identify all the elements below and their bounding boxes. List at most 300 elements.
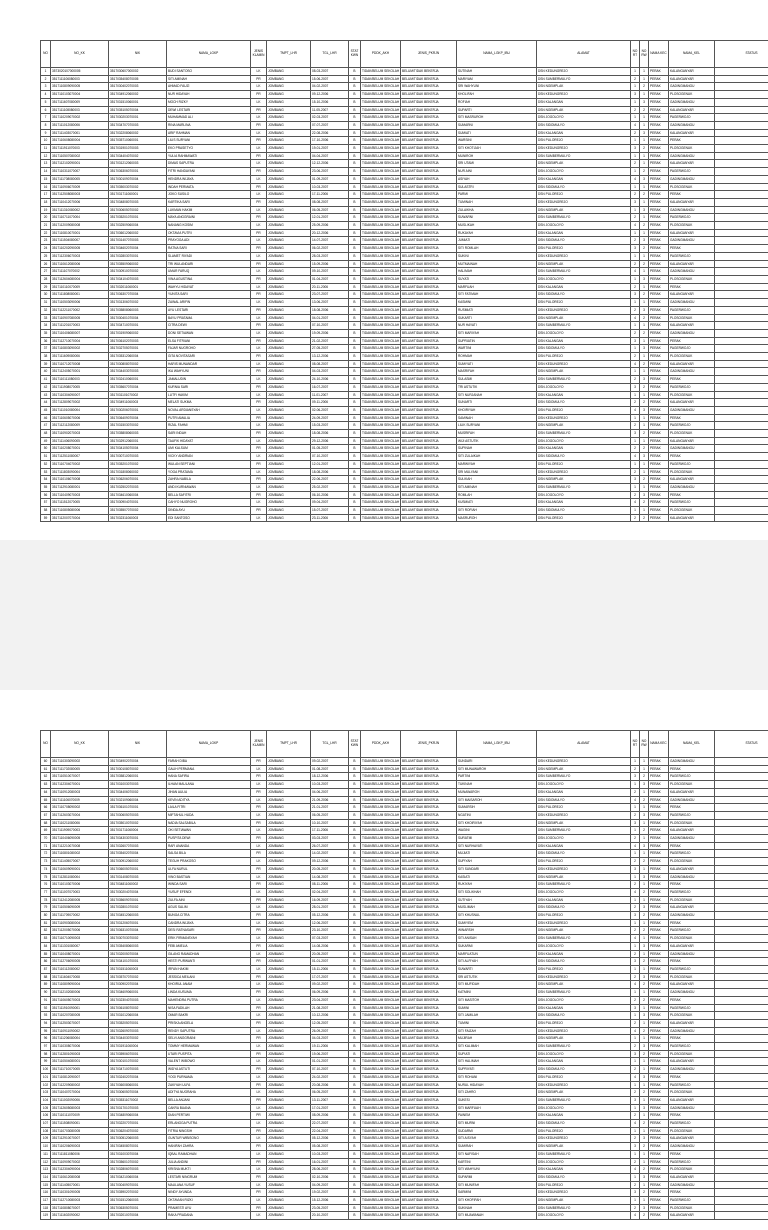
table-cell: DSN SUMBERMULYO xyxy=(537,214,631,222)
table-cell: PAGERWOJO xyxy=(669,114,715,122)
table-cell: MUSLIMAH xyxy=(457,904,537,912)
table-cell: 3517034105070004 xyxy=(109,445,167,453)
table-cell: 1 xyxy=(640,468,649,476)
table-cell: TIDAK/BELUM SEKOLAH xyxy=(361,491,401,499)
table-cell: PERAK xyxy=(649,788,669,796)
table-cell xyxy=(715,835,768,843)
table-row xyxy=(41,391,768,399)
table-cell: PERAK xyxy=(669,1112,715,1120)
table-cell: 3517034707070003 xyxy=(109,121,167,129)
table-cell: PERAK xyxy=(649,83,669,91)
table-cell: PR xyxy=(251,91,267,99)
table-cell xyxy=(715,1027,768,1035)
table-row xyxy=(41,191,768,199)
table-cell: 3517032607070003 xyxy=(109,842,167,850)
table-cell: B xyxy=(349,306,361,314)
table-cell: SITI ZULAIKAH xyxy=(457,453,537,461)
table-cell: 35 xyxy=(41,329,51,337)
table-cell: 13 xyxy=(41,160,51,168)
table-cell: SITI ZAHRO xyxy=(457,1089,537,1097)
table-cell: BELUM/TIDAK BEKERJA xyxy=(401,1035,457,1043)
table-cell: SARMINI xyxy=(457,1189,537,1197)
table-cell: PR xyxy=(251,1019,267,1027)
table-cell: 28-06-2007 xyxy=(311,1166,349,1174)
table-cell: LK xyxy=(251,237,267,245)
table-cell: JOMBANG xyxy=(267,306,311,314)
table-cell: B xyxy=(349,773,361,781)
table-cell: SITI MARFUAH xyxy=(457,1104,537,1112)
table-cell: 2 xyxy=(631,1204,640,1212)
table-row xyxy=(41,1096,768,1104)
table-cell: PR xyxy=(251,927,267,935)
table-cell: KALANGANYAR xyxy=(669,360,715,368)
table-cell xyxy=(715,989,768,997)
table-cell: PERAK xyxy=(669,137,715,145)
column-header: ALAMAT xyxy=(537,41,631,68)
table-cell: 3517110712070008 xyxy=(51,360,109,368)
table-cell: 2 xyxy=(631,445,640,453)
table-cell: 3517031808060002 xyxy=(109,468,167,476)
table-cell: BELUM/TIDAK BEKERJA xyxy=(401,383,457,391)
table-cell: 04-02-2007 xyxy=(311,83,349,91)
table-cell: SUPARTI xyxy=(457,106,537,114)
table-cell: 51 xyxy=(41,453,51,461)
table-cell: 3517030206070001 xyxy=(109,406,167,414)
table-cell: PERAK xyxy=(649,453,669,461)
table-cell: PARTINI xyxy=(457,773,537,781)
table-cell: 1 xyxy=(640,950,649,958)
table-cell: TIDAK/BELUM SEKOLAH xyxy=(361,68,401,76)
table-cell: TIDAK/BELUM SEKOLAH xyxy=(361,1166,401,1174)
table-cell: DSN KEDUNGREJO xyxy=(537,1135,631,1143)
table-cell: BELUM/TIDAK BEKERJA xyxy=(401,299,457,307)
table-cell: JOMBANG xyxy=(267,1112,311,1120)
table-cell: B xyxy=(349,1143,361,1151)
table-cell: 01-08-2007 xyxy=(311,765,349,773)
table-cell: 3 xyxy=(631,1189,640,1197)
table-cell: BELUM/TIDAK BEKERJA xyxy=(401,499,457,507)
table-cell: TIDAK/BELUM SEKOLAH xyxy=(361,322,401,330)
table-cell: JOMBANG xyxy=(267,896,311,904)
table-cell xyxy=(715,468,768,476)
table-cell: B xyxy=(349,1019,361,1027)
table-cell: 3517110504080001 xyxy=(51,1058,109,1066)
table-cell: 3 xyxy=(631,430,640,438)
table-cell: 2 xyxy=(640,260,649,268)
table-cell: B xyxy=(349,75,361,83)
table-cell: B xyxy=(349,283,361,291)
table-cell: MOCH RIZKY xyxy=(167,98,251,106)
table-cell xyxy=(715,773,768,781)
table-cell: 14 xyxy=(41,168,51,176)
table-cell: TIDAK/BELUM SEKOLAH xyxy=(361,788,401,796)
table-cell: LK xyxy=(251,160,267,168)
table-cell: 2 xyxy=(640,1120,649,1128)
table-cell: TIDAK/BELUM SEKOLAH xyxy=(361,1058,401,1066)
table-cell: PERAK xyxy=(649,468,669,476)
table-cell: 3517110612080008 xyxy=(51,1173,109,1181)
table-cell xyxy=(715,168,768,176)
table-row xyxy=(41,1019,768,1027)
table-cell: MARFUATUN xyxy=(457,950,537,958)
table-cell: 67 xyxy=(41,811,51,819)
table-row xyxy=(41,1066,768,1074)
table-cell: PERAK xyxy=(649,175,669,183)
table-row xyxy=(41,360,768,368)
table-cell: 3517111909070003 xyxy=(51,827,109,835)
table-cell xyxy=(715,896,768,904)
table-cell: TIDAK/BELUM SEKOLAH xyxy=(361,391,401,399)
table-cell: 43 xyxy=(41,391,51,399)
table-cell: ZAHRA NABILA xyxy=(167,476,251,484)
table-cell: 2 xyxy=(640,958,649,966)
table-cell xyxy=(715,476,768,484)
table-cell: 2 xyxy=(640,329,649,337)
table-cell: BELUM/TIDAK BEKERJA xyxy=(401,758,457,766)
table-cell: LK xyxy=(251,453,267,461)
table-cell: TIDAK/BELUM SEKOLAH xyxy=(361,137,401,145)
table-cell: SUKARMI xyxy=(457,942,537,950)
table-row xyxy=(41,1104,768,1112)
table-cell: JOMBANG xyxy=(267,981,311,989)
table-cell: 2 xyxy=(631,283,640,291)
table-cell: JOMBANG xyxy=(267,129,311,137)
table-cell: PAGERWOJO xyxy=(669,965,715,973)
table-cell: 98 xyxy=(41,1050,51,1058)
table-cell: BELUM/TIDAK BEKERJA xyxy=(401,306,457,314)
table-row xyxy=(41,865,768,873)
table-cell xyxy=(715,252,768,260)
table-cell: BELUM/TIDAK BEKERJA xyxy=(401,160,457,168)
table-cell: PAGERWOJO xyxy=(669,1081,715,1089)
table-cell: JOMBANG xyxy=(267,1173,311,1181)
table-cell: 3517110207080005 xyxy=(51,1012,109,1020)
table-cell: 20-05-2007 xyxy=(311,865,349,873)
table-cell: PLOSOGENUK xyxy=(669,145,715,153)
table-cell: SUWARTI xyxy=(457,965,537,973)
table-cell: 2 xyxy=(640,1050,649,1058)
table-cell: B xyxy=(349,842,361,850)
table-cell: PR xyxy=(251,1143,267,1151)
table-row xyxy=(41,75,768,83)
table-cell: 3517110407070004 xyxy=(51,1089,109,1097)
table-cell: 16-09-2007 xyxy=(311,896,349,904)
table-cell: PERAK xyxy=(649,268,669,276)
table-cell: 02-10-2006 xyxy=(311,1173,349,1181)
table-cell: PERAK xyxy=(649,391,669,399)
table-cell: TIDAK/BELUM SEKOLAH xyxy=(361,237,401,245)
table-cell: PLOSOGENUK xyxy=(669,1127,715,1135)
table-cell: B xyxy=(349,252,361,260)
table-cell: 3517110409070003 xyxy=(51,491,109,499)
table-cell: 3517110903080004 xyxy=(51,919,109,927)
table-cell: JOMBANG xyxy=(267,283,311,291)
table-cell: BELUM/TIDAK BEKERJA xyxy=(401,75,457,83)
table-cell: MASRIFAH xyxy=(457,368,537,376)
table-cell: LK xyxy=(251,268,267,276)
table-cell: DSN JOGOLOYO xyxy=(537,888,631,896)
table-cell: DSN NGEMPLAK xyxy=(537,873,631,881)
table-cell: TIDAK/BELUM SEKOLAH xyxy=(361,198,401,206)
table-cell: 3517030605070004 xyxy=(109,1089,167,1097)
table-cell: KALANGANYAR xyxy=(669,68,715,76)
table-cell: JOMBANG xyxy=(267,337,311,345)
table-cell: SITI MUAWANAH xyxy=(457,1212,537,1220)
table-cell: 1 xyxy=(640,1127,649,1135)
table-cell: LK xyxy=(251,345,267,353)
table-cell: 08-11-2006 xyxy=(311,881,349,889)
table-cell: 3517030605070003 xyxy=(109,811,167,819)
table-row xyxy=(41,329,768,337)
table-cell: B xyxy=(349,827,361,835)
table-cell: JOMBANG xyxy=(267,1004,311,1012)
table-cell: 3517032011060001 xyxy=(109,283,167,291)
table-cell: ERIK FIRMANSYAH xyxy=(167,935,251,943)
table-cell: 53 xyxy=(41,468,51,476)
table-cell: 1 xyxy=(640,322,649,330)
table-cell: TIDAK/BELUM SEKOLAH xyxy=(361,1066,401,1074)
table-cell: JOMBANG xyxy=(267,229,311,237)
table-cell: DSN SIDOMULYO xyxy=(537,958,631,966)
table-cell: DSN SUMBERMULYO xyxy=(537,827,631,835)
table-cell: GADINGMANGU xyxy=(669,406,715,414)
table-cell: JOMBANG xyxy=(267,942,311,950)
table-cell: TIDAK/BELUM SEKOLAH xyxy=(361,337,401,345)
table-cell: PERAK xyxy=(649,1197,669,1205)
table-row xyxy=(41,1027,768,1035)
table-cell: B xyxy=(349,260,361,268)
table-cell: LK xyxy=(251,376,267,384)
table-cell: SUPINAH xyxy=(457,445,537,453)
table-cell: NISA FADILAH xyxy=(167,1004,251,1012)
table-cell: TEGUH PRAKOSO xyxy=(167,858,251,866)
table-cell: CAKRA BUANA xyxy=(167,1104,251,1112)
table-cell: 4 xyxy=(631,1166,640,1174)
table-cell: 3 xyxy=(640,973,649,981)
table-cell: 55 xyxy=(41,483,51,491)
table-cell: TRI ASTUTIK xyxy=(457,383,537,391)
table-cell: ROFIAH xyxy=(457,98,537,106)
table-cell: DSN JOGOLOYO xyxy=(537,437,631,445)
table-cell: 1 xyxy=(640,422,649,430)
table-cell: PERAK xyxy=(649,958,669,966)
table-cell: BELUM/TIDAK BEKERJA xyxy=(401,1181,457,1189)
table-cell: PERAK xyxy=(649,850,669,858)
table-cell: LK xyxy=(251,935,267,943)
table-cell: SUWARNI xyxy=(457,214,537,222)
table-cell: TIDAK/BELUM SEKOLAH xyxy=(361,1027,401,1035)
table-cell: CAHYO NUGROHO xyxy=(167,499,251,507)
table-cell: 3517036307070004 xyxy=(109,291,167,299)
table-cell: 15-11-2006 xyxy=(311,965,349,973)
table-cell: JOMBANG xyxy=(267,1081,311,1089)
data-table-container xyxy=(40,40,728,522)
table-cell: PAGERWOJO xyxy=(669,345,715,353)
table-cell: DSN PULOREJO xyxy=(537,191,631,199)
table-cell: PR xyxy=(251,168,267,176)
table-cell: 3 xyxy=(631,819,640,827)
table-cell: JOMBANG xyxy=(267,850,311,858)
table-cell: PERAK xyxy=(649,191,669,199)
table-cell: PERAK xyxy=(649,1189,669,1197)
table-cell: 5 xyxy=(41,98,51,106)
table-cell: B xyxy=(349,1204,361,1212)
table-row xyxy=(41,483,768,491)
table-cell xyxy=(715,137,768,145)
table-cell xyxy=(715,299,768,307)
table-cell: SUPRIYATI xyxy=(457,1066,537,1074)
table-cell: 3 xyxy=(640,942,649,950)
table-cell: PERAK xyxy=(649,353,669,361)
table-cell: 4 xyxy=(631,406,640,414)
table-cell: 52 xyxy=(41,460,51,468)
table-cell: PR xyxy=(251,973,267,981)
table-cell: 2 xyxy=(640,222,649,230)
table-cell: LK xyxy=(251,950,267,958)
table-cell xyxy=(715,1066,768,1074)
table-cell: B xyxy=(349,796,361,804)
table-cell: B xyxy=(349,168,361,176)
table-cell: SUKINAH xyxy=(457,1204,537,1212)
table-cell: BELUM/TIDAK BEKERJA xyxy=(401,850,457,858)
table-cell: 3517110906070009 xyxy=(51,183,109,191)
table-cell: 3517031101070002 xyxy=(109,391,167,399)
table-cell xyxy=(715,414,768,422)
table-cell: 3517112801090003 xyxy=(51,1050,109,1058)
table-cell: BELUM/TIDAK BEKERJA xyxy=(401,827,457,835)
table-row xyxy=(41,1204,768,1212)
table-cell: BELUM/TIDAK BEKERJA xyxy=(401,796,457,804)
table-cell: 2 xyxy=(631,996,640,1004)
table-cell: NUR HIDAYAH xyxy=(167,91,251,99)
table-cell: TIDAK/BELUM SEKOLAH xyxy=(361,291,401,299)
table-row xyxy=(41,399,768,407)
table-row xyxy=(41,1035,768,1043)
table-cell: DSN KEDUNGREJO xyxy=(537,414,631,422)
table-cell: JOMBANG xyxy=(267,237,311,245)
table-cell: 1 xyxy=(631,98,640,106)
table-cell: TIDAK/BELUM SEKOLAH xyxy=(361,345,401,353)
table-cell xyxy=(715,888,768,896)
table-cell: B xyxy=(349,1012,361,1020)
table-cell: PERAK xyxy=(649,260,669,268)
table-cell: 13-12-2006 xyxy=(311,353,349,361)
table-cell: 3517030204070004 xyxy=(109,888,167,896)
table-cell: B xyxy=(349,483,361,491)
table-cell: PERAK xyxy=(649,168,669,176)
table-cell xyxy=(715,819,768,827)
table-row xyxy=(41,1181,768,1189)
table-row xyxy=(41,1150,768,1158)
table-cell: 22-08-2006 xyxy=(311,129,349,137)
table-cell xyxy=(715,858,768,866)
table-cell: 3517032304070003 xyxy=(109,996,167,1004)
table-cell: B xyxy=(349,865,361,873)
table-cell: SUKARTI xyxy=(457,314,537,322)
table-cell: 2 xyxy=(631,353,640,361)
table-cell: 3517036102070003 xyxy=(109,337,167,345)
table-cell: BELUM/TIDAK BEKERJA xyxy=(401,414,457,422)
table-cell: 1 xyxy=(631,507,640,515)
table-cell: PR xyxy=(251,337,267,345)
table-cell: 3517036108070002 xyxy=(109,1004,167,1012)
table-cell: PERAK xyxy=(669,919,715,927)
table-cell: TIDAK/BELUM SEKOLAH xyxy=(361,476,401,484)
table-cell: 2 xyxy=(631,858,640,866)
table-cell xyxy=(715,912,768,920)
table-cell: 19-11-2006 xyxy=(311,1043,349,1051)
table-cell: 71 xyxy=(41,842,51,850)
table-cell xyxy=(715,291,768,299)
table-cell: 3517110710090003 xyxy=(51,935,109,943)
table-cell: 3517111405070001 xyxy=(51,1181,109,1189)
table-row xyxy=(41,758,768,766)
table-cell: SUNARTI xyxy=(457,399,537,407)
table-cell: 3517110510070007 xyxy=(51,773,109,781)
column-header: STATUS xyxy=(715,731,768,758)
table-cell: 3517031012060004 xyxy=(109,1012,167,1020)
table-cell: JULIA ANDINI xyxy=(167,1158,251,1166)
table-cell: 3517110506090009 xyxy=(51,904,109,912)
table-cell: TIDAK/BELUM SEKOLAH xyxy=(361,483,401,491)
table-cell: BELUM/TIDAK BEKERJA xyxy=(401,91,457,99)
table-cell: B xyxy=(349,1050,361,1058)
table-cell: B xyxy=(349,1181,361,1189)
table-cell: 1 xyxy=(631,781,640,789)
table-cell: 13-11-2007 xyxy=(311,1096,349,1104)
table-cell: PR xyxy=(251,1081,267,1089)
table-cell: BELUM/TIDAK BEKERJA xyxy=(401,1104,457,1112)
table-cell: 3517111406090005 xyxy=(51,437,109,445)
table-cell: LK xyxy=(251,1058,267,1066)
table-cell: 09-10-2007 xyxy=(311,268,349,276)
table-cell: 3517034406070002 xyxy=(109,788,167,796)
table-cell: GADINGMANGU xyxy=(669,152,715,160)
table-cell: GADINGMANGU xyxy=(669,1066,715,1074)
table-cell: 88 xyxy=(41,973,51,981)
table-cell: 3517110902070003 xyxy=(51,430,109,438)
column-header: STATUS xyxy=(715,41,768,68)
table-cell: 84 xyxy=(41,942,51,950)
table-cell: 47 xyxy=(41,422,51,430)
table-cell: 40 xyxy=(41,368,51,376)
table-row xyxy=(41,368,768,376)
table-cell: PERAK xyxy=(649,1212,669,1220)
table-cell: VALENT WIBOWO xyxy=(167,1058,251,1066)
table-cell: 1 xyxy=(640,391,649,399)
table-cell: 10-03-2007 xyxy=(311,183,349,191)
table-cell xyxy=(715,927,768,935)
table-cell: 58 xyxy=(41,507,51,515)
table-cell: JOMBANG xyxy=(267,1143,311,1151)
table-cell: 28-01-2007 xyxy=(311,904,349,912)
table-cell: UMI KALSUM xyxy=(167,445,251,453)
table-cell: JOMBANG xyxy=(267,973,311,981)
table-cell: 30 xyxy=(41,291,51,299)
table-cell: B xyxy=(349,491,361,499)
table-cell: DINDA AYU xyxy=(167,507,251,515)
table-cell: KRISNA MUKTI xyxy=(167,1166,251,1174)
table-cell xyxy=(715,958,768,966)
table-row xyxy=(41,1212,768,1220)
table-cell: TIDAK/BELUM SEKOLAH xyxy=(361,414,401,422)
table-cell: 3517031212060003 xyxy=(109,160,167,168)
table-cell: MUSLIKAH xyxy=(457,222,537,230)
table-cell: PERAK xyxy=(649,376,669,384)
table-cell: DIMAS SAPUTRA xyxy=(167,160,251,168)
table-cell: LK xyxy=(251,252,267,260)
table-cell: SUTIYAH xyxy=(457,896,537,904)
